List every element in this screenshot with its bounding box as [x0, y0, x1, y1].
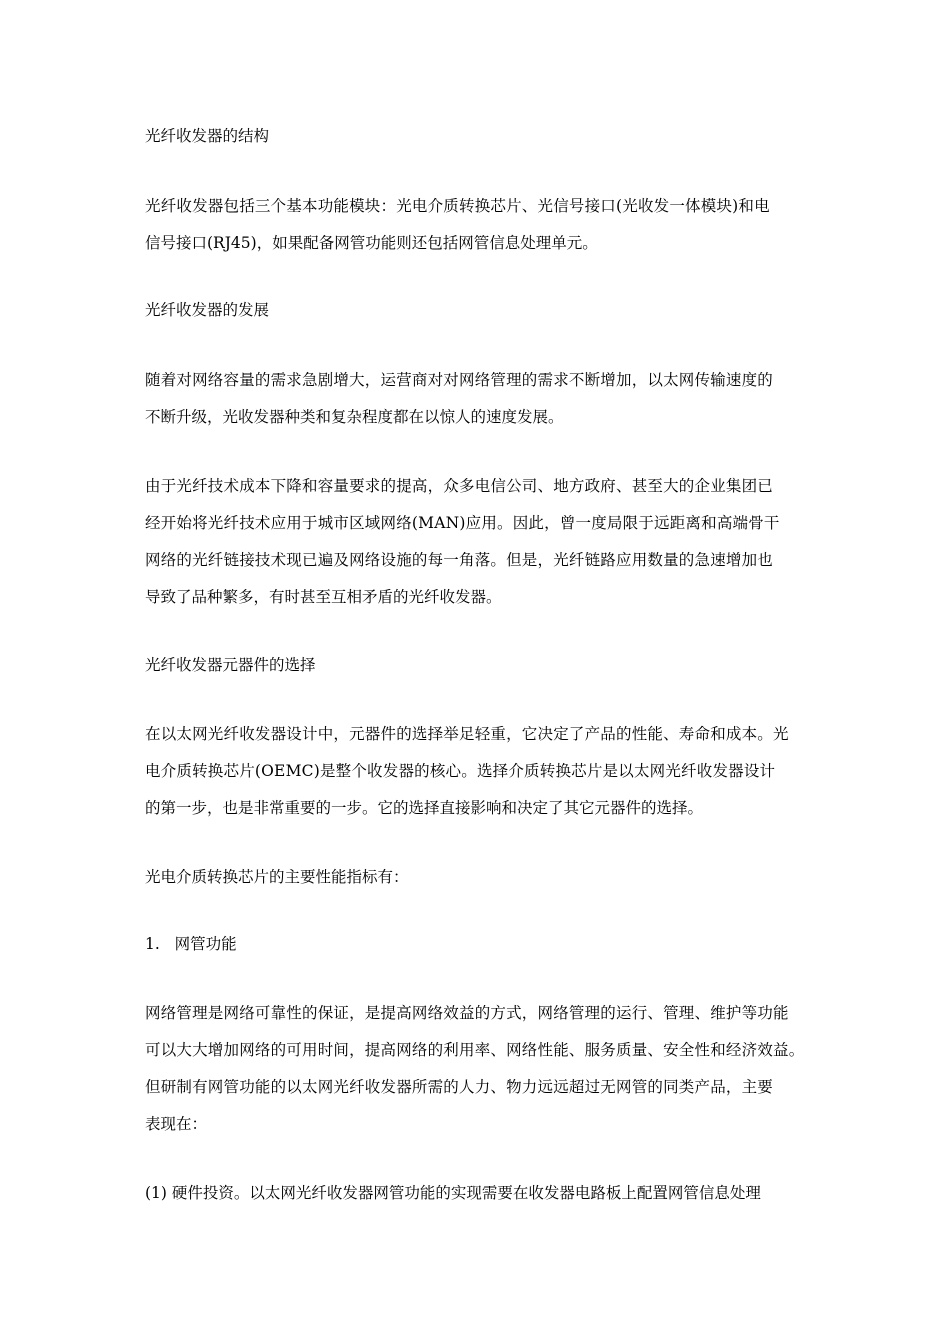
paragraph-development-1-line-1: 随着对网络容量的需求急剧增大，运营商对对网络管理的需求不断增加，以太网传输速度的 — [145, 371, 774, 389]
heading-performance-indicators: 光电介质转换芯片的主要性能指标有： — [145, 868, 409, 886]
heading-structure: 光纤收发器的结构 — [145, 127, 270, 145]
paragraph-development-2-line-4: 导致了品种繁多，有时甚至互相矛盾的光纤收发器。 — [145, 588, 502, 606]
paragraph-network-management-line-3: 但研制有网管功能的以太网光纤收发器所需的人力、物力远远超过无网管的同类产品，主要 — [145, 1078, 774, 1096]
paragraph-structure-line-2: 信号接口(RJ45)，如果配备网管功能则还包括网管信息处理单元。 — [145, 234, 598, 252]
paragraph-network-management-line-2: 可以大大增加网络的可用时间，提高网络的利用率、网络性能、服务质量、安全性和经济效益。 — [145, 1041, 805, 1059]
paragraph-development-1-line-2: 不断升级，光收发器种类和复杂程度都在以惊人的速度发展。 — [145, 408, 564, 426]
paragraph-development-2-line-2: 经开始将光纤技术应用于城市区域网络(MAN)应用。因此，曾一度局限于远距离和高端骨干 — [145, 514, 780, 532]
paragraph-development-2-line-1: 由于光纤技术成本下降和容量要求的提高，众多电信公司、地方政府、甚至大的企业集团已 — [145, 477, 774, 495]
paragraph-hardware-investment-line-1: (1) 硬件投资。以太网光纤收发器网管功能的实现需要在收发器电路板上配置网管信息处理 — [145, 1184, 761, 1202]
paragraph-network-management-line-1: 网络管理是网络可靠性的保证，是提高网络效益的方式，网络管理的运行、管理、维护等功能 — [145, 1004, 789, 1022]
paragraph-development-2-line-3: 网络的光纤链接技术现已遍及网络设施的每一角落。但是，光纤链路应用数量的急速增加也 — [145, 551, 774, 569]
heading-component-selection: 光纤收发器元器件的选择 — [145, 656, 316, 674]
paragraph-structure-line-1: 光纤收发器包括三个基本功能模块：光电介质转换芯片、光信号接口(光收发一体模块)和电 — [145, 197, 770, 215]
paragraph-component-selection-line-2: 电介质转换芯片(OEMC)是整个收发器的核心。选择介质转换芯片是以太网光纤收发器设计 — [145, 762, 776, 780]
paragraph-component-selection-line-1: 在以太网光纤收发器设计中，元器件的选择举足轻重，它决定了产品的性能、寿命和成本。光 — [145, 725, 789, 743]
paragraph-network-management-line-4: 表现在： — [145, 1115, 208, 1133]
heading-network-management: 1. 网管功能 — [145, 935, 237, 953]
paragraph-component-selection-line-3: 的第一步，也是非常重要的一步。它的选择直接影响和决定了其它元器件的选择。 — [145, 799, 704, 817]
heading-development: 光纤收发器的发展 — [145, 301, 270, 319]
